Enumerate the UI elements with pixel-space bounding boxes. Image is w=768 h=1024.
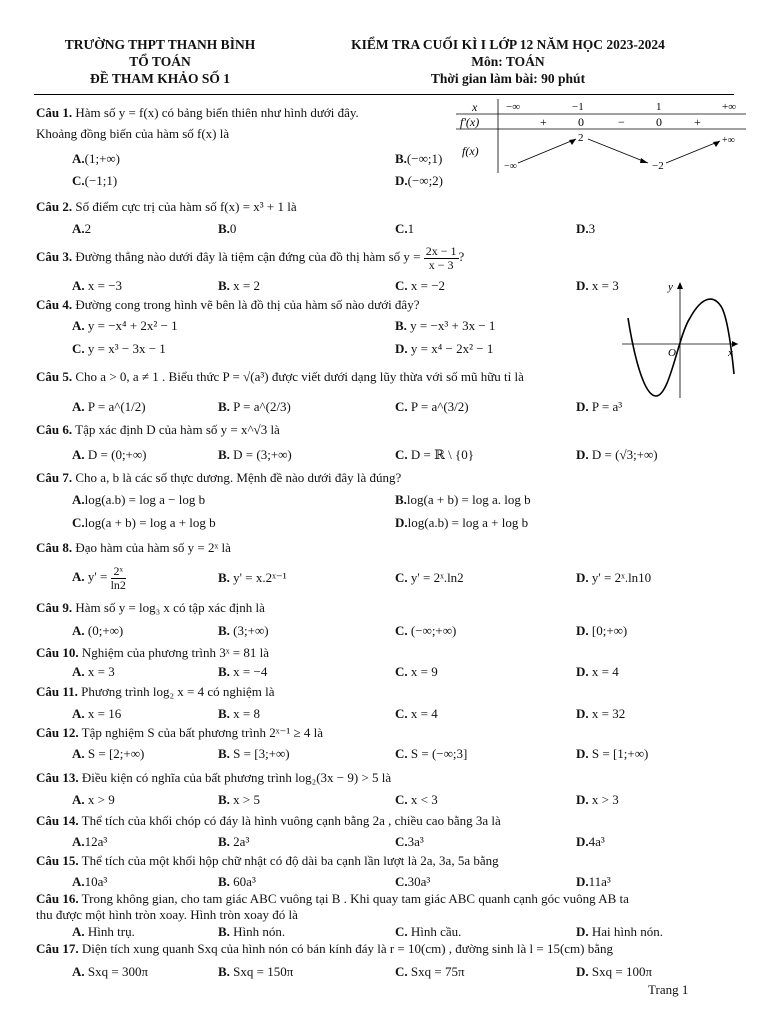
question-11: Câu 11. Phương trình log₂ x = 4 có nghiệm là — [36, 684, 275, 699]
f-val-pos-inf: +∞ — [722, 135, 735, 146]
q15-option-b[interactable]: B. 60a³ — [218, 874, 256, 889]
q6-option-a[interactable]: A. D = (0;+∞) — [72, 447, 147, 462]
f-val-neg-inf: −∞ — [504, 161, 517, 172]
q17-option-d[interactable]: D. Sxq = 100π — [576, 964, 653, 979]
q3-option-d[interactable]: D. x = 3 — [576, 278, 619, 293]
q17-option-a[interactable]: A. Sxq = 300π — [72, 964, 149, 979]
f-val-two: 2 — [578, 132, 584, 144]
x-val-one: 1 — [656, 101, 662, 113]
question-17: Câu 17. Diện tích xung quanh Sxq của hình nón có bán kính đáy là r = 10(cm) , đường sinh là l = 15(cm) bằng — [36, 941, 614, 956]
question-12: Câu 12. Tập nghiệm S của bất phương trình 2ˣ⁻¹ ≥ 4 là — [36, 725, 324, 740]
question-15: Câu 15. Thể tích của một khối hộp chữ nhật có độ dài ba cạnh lần lượt là 2a, 3a, 5a bằng — [36, 853, 499, 868]
q8-option-d[interactable]: D. y' = 2ˣ.ln10 — [576, 570, 652, 585]
q5-option-a[interactable]: A. P = a^(1/2) — [72, 399, 146, 414]
q2-option-d[interactable]: D.3 — [576, 221, 596, 236]
table-f-label: f(x) — [462, 144, 479, 158]
q17-option-b[interactable]: B. Sxq = 150π — [218, 964, 294, 979]
q4-option-b[interactable]: B. y = −x³ + 3x − 1 — [395, 318, 496, 333]
q1-text2: Khoảng đồng biến của hàm số f(x) là — [36, 126, 230, 141]
q8-option-a[interactable]: A. y' = $\frac{\text{2ˣ}}{\ln 2}$ — [72, 563, 126, 592]
q5-option-d[interactable]: D. P = a³ — [576, 399, 623, 414]
q9-option-b[interactable]: B. (3;+∞) — [218, 623, 269, 638]
q4-option-c[interactable]: C. y = x³ − 3x − 1 — [72, 341, 166, 356]
question-8: Câu 8. Đạo hàm của hàm số y = 2ˣ là — [36, 540, 231, 555]
q10-option-a[interactable]: A. x = 3 — [72, 664, 115, 679]
q16-option-c[interactable]: C. Hình cầu. — [395, 924, 462, 939]
q13-option-c[interactable]: C. x < 3 — [395, 792, 438, 807]
q6-option-d[interactable]: D. D = (√3;+∞) — [576, 447, 658, 462]
q7-option-b[interactable]: B.log(a + b) = log a. log b — [395, 492, 531, 507]
q16-option-a[interactable]: A. Hình trụ. — [72, 924, 135, 939]
sign-5: + — [694, 115, 701, 129]
q7-option-c[interactable]: C.log(a + b) = log a + log b — [72, 515, 216, 530]
q5-option-b[interactable]: B. P = a^(2/3) — [218, 399, 291, 414]
q13-option-d[interactable]: D. x > 3 — [576, 792, 619, 807]
q10-option-d[interactable]: D. x = 4 — [576, 664, 619, 679]
q2-option-c[interactable]: C.1 — [395, 221, 415, 236]
school-name: TRƯỜNG THPT THANH BÌNH — [64, 37, 256, 52]
q9-option-d[interactable]: D. [0;+∞) — [576, 623, 628, 638]
table-fprime-label: f'(x) — [460, 115, 480, 129]
sign-2: 0 — [578, 115, 584, 129]
q5-option-c[interactable]: C. P = a^(3/2) — [395, 399, 469, 414]
department: TỔ TOÁN — [129, 54, 191, 69]
q3-option-b[interactable]: B. x = 2 — [218, 278, 261, 293]
q13-option-a[interactable]: A. x > 9 — [72, 792, 115, 807]
q11-option-d[interactable]: D. x = 32 — [576, 706, 626, 721]
q12-option-c[interactable]: C. S = (−∞;3] — [395, 746, 468, 761]
q7-option-d[interactable]: D.log(a.b) = log a + log b — [395, 515, 529, 530]
q3-fraction: $\frac{2x - 1}{x - 3}$ — [425, 243, 457, 272]
subject: Môn: TOÁN — [471, 54, 545, 69]
exam-title: KIỂM TRA CUỐI KÌ I LỚP 12 NĂM HỌC 2023-2024 — [351, 37, 665, 52]
q15-option-d[interactable]: D.11a³ — [576, 874, 611, 889]
q11-option-b[interactable]: B. x = 8 — [218, 706, 261, 721]
q6-option-c[interactable]: C. D = ℝ \ {0} — [395, 447, 475, 462]
q8-fraction: $\frac{\text{2ˣ}}{\ln 2}$ — [110, 563, 126, 592]
q1-option-d[interactable]: D.(−∞;2) — [395, 173, 444, 188]
question-16-line2: thu được một hình tròn xoay. Hình tròn xoay đó là — [36, 907, 298, 922]
graph-y-label: y — [668, 281, 673, 293]
q17-option-c[interactable]: C. Sxq = 75π — [395, 964, 465, 979]
x-val-pos-inf: +∞ — [722, 101, 737, 113]
q10-option-c[interactable]: C. x = 9 — [395, 664, 438, 679]
question-5: Câu 5. Cho a > 0, a ≠ 1 . Biểu thức P = √(a³) được viết dưới dạng lũy thừa với số mũ hữu tỉ là — [36, 369, 524, 384]
school-block — [30, 36, 290, 87]
q6-option-b[interactable]: B. D = (3;+∞) — [218, 447, 292, 462]
q11-option-c[interactable]: C. x = 4 — [395, 706, 438, 721]
graph-origin-label: O — [668, 347, 676, 359]
q1-text: Hàm số y = f(x) có bảng biến thiên như hình dưới đây. — [75, 105, 359, 120]
q15-option-a[interactable]: A.10a³ — [72, 874, 108, 889]
q13-option-b[interactable]: B. x > 5 — [218, 792, 261, 807]
question-1 — [36, 104, 736, 122]
q7-option-a[interactable]: A.log(a.b) = log a − log b — [72, 492, 206, 507]
question-10: Câu 10. Nghiệm của phương trình 3ˣ = 81 là — [36, 645, 269, 660]
exam-time: Thời gian làm bài: 90 phút — [430, 71, 586, 86]
q4-option-d[interactable]: D. y = x⁴ − 2x² − 1 — [395, 341, 494, 356]
question-7: Câu 7. Cho a, b là các số thực dương. Mệnh đề nào dưới đây là đúng? — [36, 470, 402, 485]
q2-option-b[interactable]: B.0 — [218, 221, 237, 236]
q2-option-a[interactable]: A.2 — [72, 221, 92, 236]
q15-option-c[interactable]: C.30a³ — [395, 874, 431, 889]
q1-option-c[interactable]: C.(−1;1) — [72, 173, 118, 188]
f-val-neg-two: −2 — [652, 160, 664, 172]
q12-option-d[interactable]: D. S = [1;+∞) — [576, 746, 649, 761]
q16-option-b[interactable]: B. Hình nón. — [218, 924, 286, 939]
q14-option-c[interactable]: C.3a³ — [395, 834, 424, 849]
q1-num: Câu 1. — [36, 105, 73, 120]
question-6: Câu 6. Tập xác định D của hàm số y = x^√3 là — [36, 422, 280, 437]
q9-option-c[interactable]: C. (−∞;+∞) — [395, 623, 457, 638]
exam-header — [0, 36, 768, 94]
q3-option-c[interactable]: C. x = −2 — [395, 278, 446, 293]
q10-option-b[interactable]: B. x = −4 — [218, 664, 268, 679]
q14-option-d[interactable]: D.4a³ — [576, 834, 605, 849]
q14-option-b[interactable]: B. 2a³ — [218, 834, 250, 849]
question-2: Câu 2. Số điểm cực trị của hàm số f(x) = x³ + 1 là — [36, 199, 297, 214]
q8-option-b[interactable]: B. y' = x.2ˣ⁻¹ — [218, 570, 287, 585]
sign-1: + — [540, 115, 547, 129]
exam-block — [318, 36, 698, 87]
q12-option-b[interactable]: B. S = [3;+∞) — [218, 746, 290, 761]
question-16: Câu 16. Trong không gian, cho tam giác ABC vuông tại B . Khi quay tam giác ABC quanh cạnh góc vuông AB ta — [36, 891, 629, 906]
question-1-line2 — [36, 125, 736, 143]
q16-option-d[interactable]: D. Hai hình nón. — [576, 924, 664, 939]
x-val-neg-inf: −∞ — [506, 101, 521, 113]
question-14: Câu 14. Thể tích của khối chóp có đáy là hình vuông cạnh bằng 2a , chiều cao bằng 3a là — [36, 813, 501, 828]
question-4: Câu 4. Đường cong trong hình vẽ bên là đồ thị của hàm số nào dưới đây? — [36, 297, 420, 312]
q3-option-a[interactable]: A. x = −3 — [72, 278, 123, 293]
q9-option-a[interactable]: A. (0;+∞) — [72, 623, 124, 638]
graph-x-label: x — [728, 347, 733, 359]
x-val-neg-one: −1 — [572, 101, 584, 113]
question-9: Câu 9. Hàm số y = log₃ x có tập xác định là — [36, 600, 265, 615]
page-number: Trang 1 — [648, 982, 689, 997]
q14-option-a[interactable]: A.12a³ — [72, 834, 108, 849]
q11-option-a[interactable]: A. x = 16 — [72, 706, 122, 721]
question-3: Câu 3. Đường thẳng nào dưới đây là tiệm cận đứng của đồ thị hàm số y = $\frac{2x - 1}{x - 3}$ ? — [36, 243, 465, 272]
q8-option-c[interactable]: C. y' = 2ˣ.ln2 — [395, 570, 464, 585]
q12-option-a[interactable]: A. S = [2;+∞) — [72, 746, 145, 761]
sign-4: 0 — [656, 115, 662, 129]
sign-3: − — [618, 115, 625, 129]
reference-number: ĐỀ THAM KHẢO SỐ 1 — [89, 71, 231, 86]
q4-option-a[interactable]: A. y = −x⁴ + 2x² − 1 — [72, 318, 178, 333]
question-13: Câu 13. Điều kiện có nghĩa của bất phương trình log₂(3x − 9) > 5 là — [36, 770, 392, 785]
q1-option-b[interactable]: B.(−∞;1) — [395, 151, 443, 166]
table-x-label: x — [472, 100, 478, 114]
header-divider — [34, 94, 734, 95]
q1-option-a[interactable]: A.(1;+∞) — [72, 151, 121, 166]
